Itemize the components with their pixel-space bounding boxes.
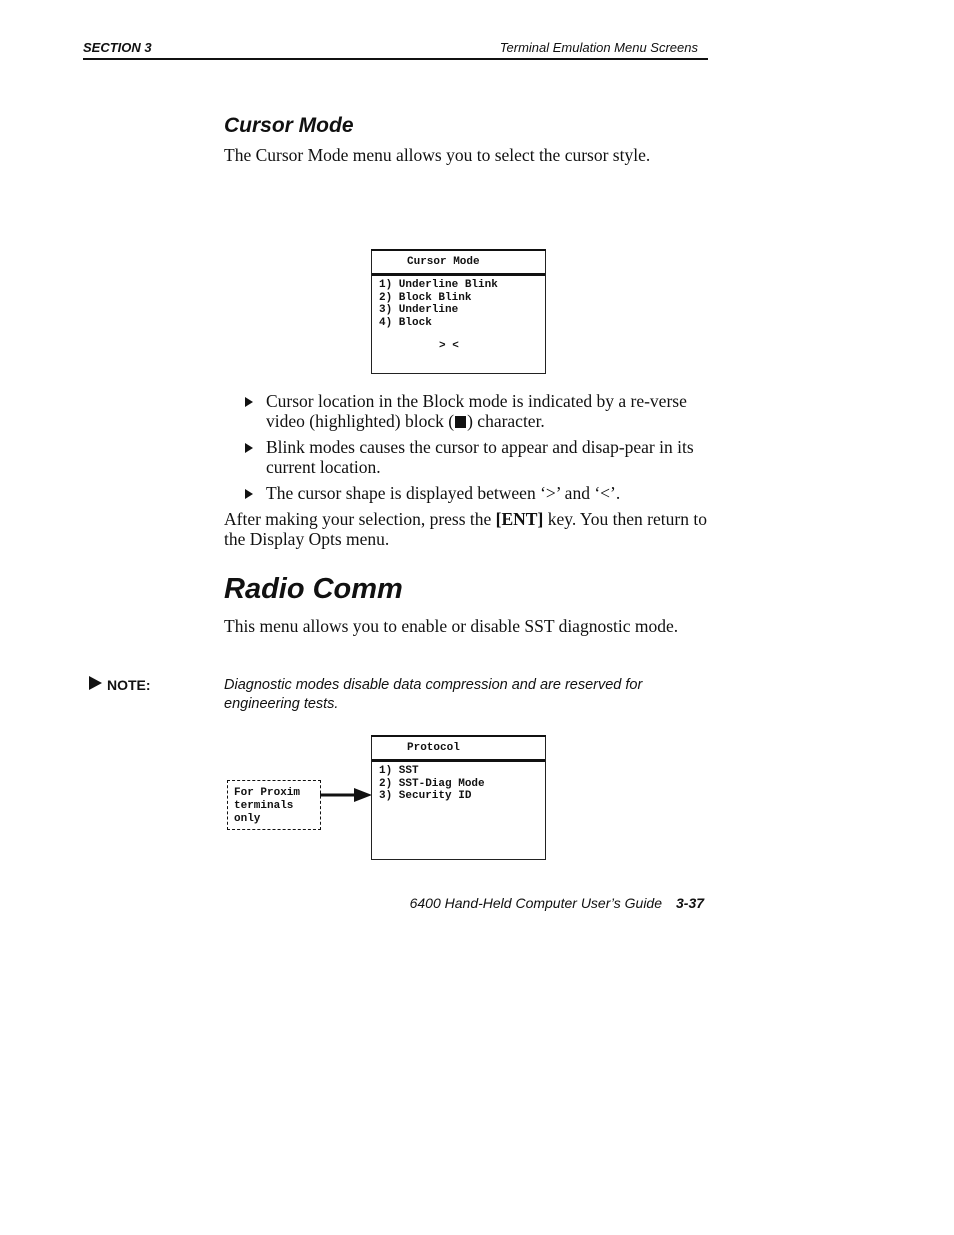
after-text-pre: After making your selection, press the — [224, 509, 496, 529]
callout-line: For Proxim — [234, 787, 301, 799]
bullet-text: Blink modes causes the cursor to appear and disap-pear in its current location. — [266, 437, 694, 477]
note-label: NOTE: — [107, 677, 151, 693]
menu-item-underline[interactable]: 3) Underline — [379, 304, 459, 316]
footer-book-title: 6400 Hand-Held Computer User’s Guide — [409, 895, 662, 911]
section-label: SECTION 3 — [83, 40, 152, 55]
bullet-cursor-shape — [245, 483, 705, 505]
bullet-text: The cursor shape is displayed between ‘>’ and ‘<’. — [266, 483, 621, 503]
note-arrow-icon — [89, 676, 102, 690]
radio-comm-intro: This menu allows you to enable or disable SST diagnostic mode. — [224, 616, 679, 636]
menu-item-security-id[interactable]: 3) Security ID — [379, 790, 472, 802]
bullet-arrow-icon — [245, 397, 253, 407]
proxim-callout — [227, 780, 321, 830]
after-text-post: key. You then return to the Display Opts menu. — [224, 509, 707, 549]
bullet-text: Cursor location in the Block mode is indicated by a re-verse video (highlighted) block ( — [266, 391, 687, 431]
callout-arrow-icon — [318, 786, 374, 804]
ent-key: [ENT] — [495, 509, 544, 529]
bullet-arrow-icon — [245, 443, 253, 453]
screen-title-bar — [372, 251, 545, 276]
block-cursor-icon — [455, 416, 466, 428]
menu-item-sst[interactable]: 1) SST — [379, 765, 419, 777]
note-text: Diagnostic modes disable data compression and are reserved for engineering tests. — [224, 677, 643, 712]
menu-item-block-blink[interactable]: 2) Block Blink — [379, 291, 472, 304]
cursor-mode-intro: The Cursor Mode menu allows you to select the cursor style. — [224, 145, 651, 165]
menu-item-underline-blink[interactable]: 1) Underline Blink — [379, 279, 498, 291]
cursor-mode-screen — [371, 250, 546, 374]
page-number: 3-37 — [676, 895, 705, 911]
header-rule — [83, 58, 708, 60]
screen-title: Cursor Mode — [407, 256, 480, 268]
radio-comm-heading: Radio Comm — [224, 573, 403, 605]
cursor-mode-heading: Cursor Mode — [224, 114, 354, 137]
bullet-blink-mode — [245, 437, 705, 479]
bullet-arrow-icon — [245, 489, 253, 499]
screen-title: Protocol — [407, 742, 460, 754]
protocol-screen — [371, 736, 546, 860]
running-header-title: Terminal Emulation Menu Screens — [499, 40, 698, 55]
selection-prompt: > < — [439, 340, 459, 352]
after-selection-text — [224, 509, 714, 549]
bullet-block-mode — [245, 391, 705, 433]
screen-title-bar — [372, 737, 545, 762]
bullet-text: ) character. — [467, 411, 545, 431]
callout-line: terminals — [234, 800, 294, 812]
callout-line: only — [234, 813, 261, 825]
menu-item-block[interactable]: 4) Block — [379, 316, 432, 329]
menu-item-sst-diag-mode[interactable]: 2) SST-Diag Mode — [379, 777, 485, 790]
